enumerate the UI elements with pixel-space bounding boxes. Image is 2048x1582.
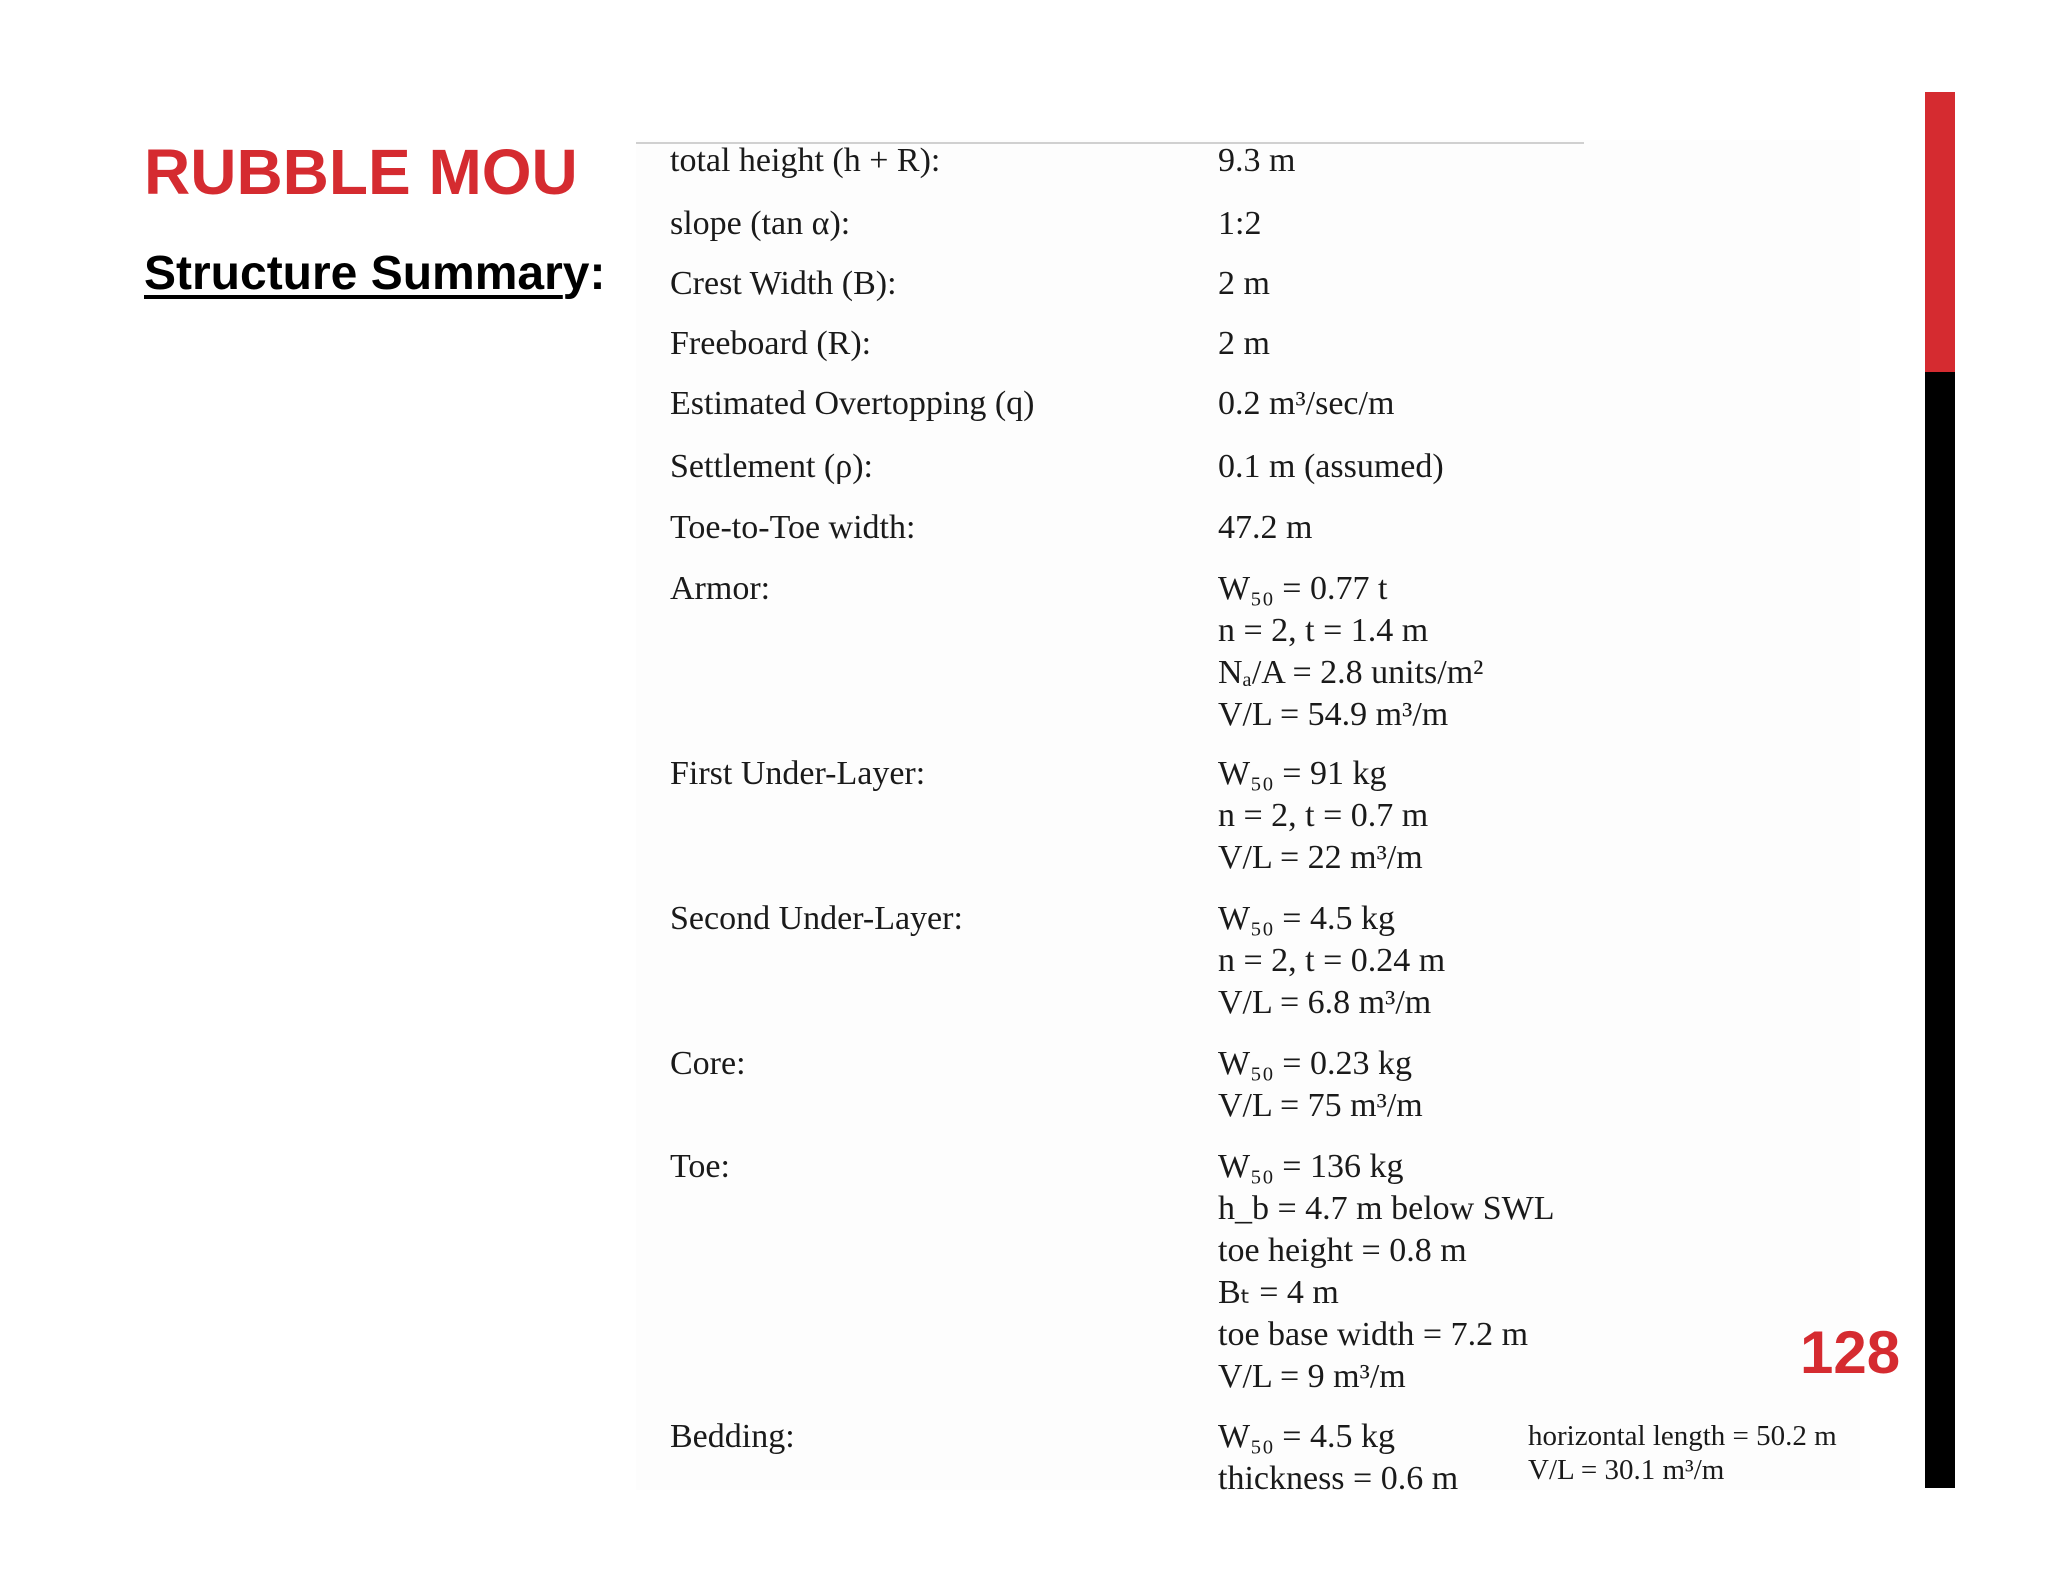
slide-title: RUBBLE MOU <box>144 136 578 208</box>
row-label-armor: Armor: <box>670 570 771 607</box>
row-value-settlement: 0.1 m (assumed) <box>1218 448 1444 485</box>
row-value-overtopping: 0.2 m³/sec/m <box>1218 385 1395 422</box>
row-value-armor: W₅₀ = 0.77 t n = 2, t = 1.4 m Nₐ/A = 2.8 units/m² V/L = 54.9 m³/m <box>1218 570 1484 733</box>
row-label-settlement: Settlement (ρ): <box>670 448 873 485</box>
row-value-second-under-layer: W₅₀ = 4.5 kg n = 2, t = 0.24 m V/L = 6.8 m³/m <box>1218 900 1446 1021</box>
row-label-slope: slope (tan α): <box>670 205 851 242</box>
row-value-total-height: 9.3 m <box>1218 142 1296 179</box>
row-label-bedding: Bedding: <box>670 1418 795 1455</box>
row-label-freeboard: Freeboard (R): <box>670 325 872 362</box>
bedding-horizontal-length: horizontal length = 50.2 m <box>1528 1420 1837 1452</box>
scanned-table-image <box>636 140 1860 1490</box>
row-value-toe-to-toe: 47.2 m <box>1218 509 1313 546</box>
row-label-core: Core: <box>670 1045 746 1082</box>
row-label-second-under-layer: Second Under-Layer: <box>670 900 963 937</box>
subtitle-colon: : <box>589 247 606 300</box>
row-value-core: W₅₀ = 0.23 kg V/L = 75 m³/m <box>1218 1045 1423 1124</box>
row-label-toe: Toe: <box>670 1148 730 1185</box>
row-label-total-height: total height (h + R): <box>670 142 941 179</box>
row-label-overtopping: Estimated Overtopping (q) <box>670 385 1035 422</box>
row-value-first-under-layer: W₅₀ = 91 kg n = 2, t = 0.7 m V/L = 22 m³/m <box>1218 755 1429 876</box>
slide-subtitle <box>144 244 605 304</box>
subtitle-underlined-text: Structure Summar <box>144 247 563 300</box>
bedding-volume: V/L = 30.1 m³/m <box>1528 1454 1725 1486</box>
row-label-crest-width: Crest Width (B): <box>670 265 897 302</box>
row-value-bedding: W₅₀ = 4.5 kg thickness = 0.6 m <box>1218 1418 1459 1490</box>
accent-bar-red <box>1925 92 1955 372</box>
row-value-slope: 1:2 <box>1218 205 1262 242</box>
row-value-freeboard: 2 m <box>1218 325 1270 362</box>
subtitle-last-letter: y <box>562 247 590 300</box>
page-number: 128 <box>1800 1319 1901 1386</box>
row-value-toe: W₅₀ = 136 kg h_b = 4.7 m below SWL toe height = 0.8 m Bₜ = 4 m toe base width = 7.2 m V/L = 9 m³/m <box>1218 1148 1555 1395</box>
row-label-first-under-layer: First Under-Layer: <box>670 755 926 792</box>
row-label-toe-to-toe: Toe-to-Toe width: <box>670 509 916 546</box>
row-value-crest-width: 2 m <box>1218 265 1270 302</box>
accent-bar-black <box>1925 372 1955 1488</box>
